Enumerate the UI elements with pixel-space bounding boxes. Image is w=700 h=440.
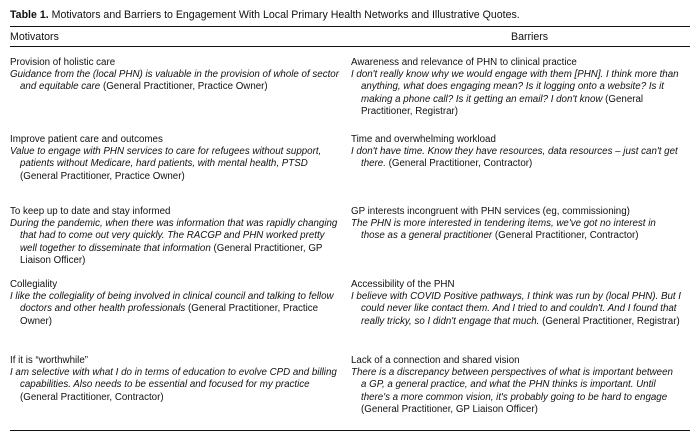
barriers-header: Barriers <box>511 31 549 43</box>
bottom-rule <box>10 430 690 431</box>
barrier-quote: There is a discrepancy between perspectives of what is important between a GP, a general practice, and what the PHN thinks is important. Until there's a more common vision, it's probably going to be hard to engage (General Practitioner, GP Liaison Officer) <box>351 367 673 415</box>
motivator-cell <box>10 206 340 267</box>
motivators-header: Motivators <box>10 31 59 43</box>
table-title: Motivators and Barriers to Engagement With Local Primary Health Networks and Illustrative Quotes. <box>51 9 520 21</box>
motivator-title: Collegiality <box>10 279 58 290</box>
table-number: Table 1. <box>10 9 49 21</box>
barrier-cell <box>351 279 681 328</box>
barrier-cell <box>351 206 681 243</box>
motivator-cell <box>10 279 340 328</box>
motivator-cell <box>10 355 340 404</box>
barrier-title: Lack of a connection and shared vision <box>351 355 520 366</box>
header-rule <box>10 46 690 47</box>
motivator-title: To keep up to date and stay informed <box>10 206 171 217</box>
barrier-quote: I don't have time. Know they have resources, data resources – just can't get there. (General Practitioner, Contractor) <box>351 146 678 170</box>
motivator-cell <box>10 134 340 183</box>
barrier-title: Awareness and relevance of PHN to clinical practice <box>351 57 577 68</box>
motivator-quote: Guidance from the (local PHN) is valuable in the provision of whole of sector and equitable care (General Practitioner, Practice Owner) <box>10 69 339 93</box>
barrier-cell <box>351 57 681 118</box>
table-caption <box>10 8 690 22</box>
barrier-quote: The PHN is more interested in tendering items, we've got no interest in those as a general practitioner (General Practitioner, Contractor) <box>351 218 656 242</box>
motivator-cell <box>10 57 340 94</box>
motivator-quote: I like the collegiality of being involved in clinical council and talking to fellow doctors and other health professionals (General Practitioner, Practice Owner) <box>10 291 334 327</box>
motivator-title: Improve patient care and outcomes <box>10 134 163 145</box>
barrier-title: GP interests incongruent with PHN services (eg, commissioning) <box>351 206 630 217</box>
barrier-cell <box>351 134 681 171</box>
top-rule <box>10 26 690 27</box>
motivator-quote: Value to engage with PHN services to care for refugees without support, patients without Medicare, hard patients, with mental health, PTSD (General Practitioner, Practice Owner) <box>10 146 322 182</box>
motivator-quote: During the pandemic, when there was information that was rapidly changing that had to come out very quickly. The RACGP and PHN worked pretty well together to disseminate that information (General Practitioner, GP Liaison Officer) <box>10 218 338 266</box>
barrier-title: Accessibility of the PHN <box>351 279 455 290</box>
barrier-cell <box>351 355 681 416</box>
barrier-title: Time and overwhelming workload <box>351 134 496 145</box>
motivator-title: If it is “worthwhile” <box>10 355 89 366</box>
motivator-title: Provision of holistic care <box>10 57 116 68</box>
barrier-quote: I believe with COVID Positive pathways, I think was run by (local PHN). But I could never like contact them. And I tried to and couldn't. And I found that really tricky, so I didn't engage that much. (General Practitioner, Registrar) <box>351 291 682 327</box>
barrier-quote: I don't really know why we would engage with them [PHN]. I think more than anything, what does engaging mean? Is it logging onto a website? Is it making a phone call? Is it getting an email? I don't know (General Practitioner, Registrar) <box>351 69 679 117</box>
motivator-quote: I am selective with what I do in terms of education to evolve CPD and billing capabilities. Also needs to be essential and focused for my practice (General Practitioner, Contractor) <box>10 367 337 403</box>
